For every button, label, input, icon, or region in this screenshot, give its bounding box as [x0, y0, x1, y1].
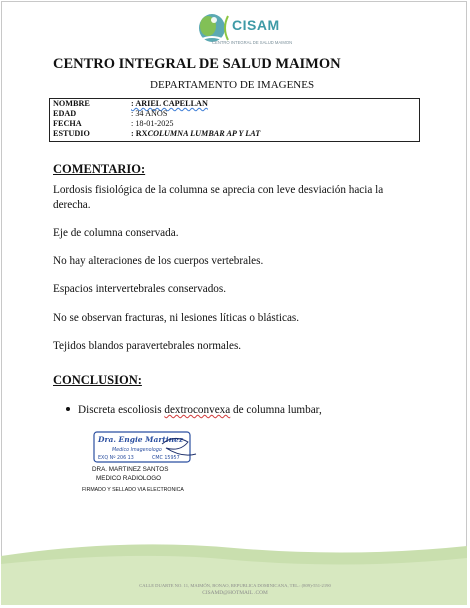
- footer-email: CISAMD@HOTMAIL .COM: [202, 590, 268, 596]
- comentario-line: Eje de columna conservada.: [53, 227, 179, 239]
- conclusion-text-prefix: Discreta escoliosis: [78, 404, 165, 416]
- department-title: DEPARTAMENTO DE IMAGENES: [150, 79, 315, 91]
- info-row-fecha: [53, 119, 174, 129]
- stamp-name: Dra. Engie Martinez: [98, 435, 184, 444]
- stamp-cmd: CMC 15957: [152, 456, 180, 461]
- page-border: [1, 1, 467, 605]
- info-row-nombre: [53, 99, 208, 109]
- estudio-label: ESTUDIO: [53, 129, 90, 138]
- comentario-line: No hay alteraciones de los cuerpos vertebrales.: [53, 255, 264, 267]
- footer-address: CALLE DUARTE NO. 11, MAIMÓN, BONAO, REPUBLICA DOMINICANA, TEL.: (809)-551-2190: [139, 583, 331, 588]
- logo-brand: CISAM: [232, 17, 280, 33]
- info-row-edad: [53, 109, 167, 119]
- comentario-line: Lordosis fisiológica de la columna se aprecia con leve desviación hacia la derecha.: [53, 184, 384, 211]
- comentario-line: Espacios intervertebrales conservados.: [53, 283, 227, 295]
- info-row-estudio: [53, 129, 260, 139]
- comentario-heading: COMENTARIO:: [53, 162, 146, 176]
- patient-info-box: [49, 98, 420, 142]
- signature-stamp: [92, 428, 200, 466]
- conclusion-list-item: [66, 404, 322, 416]
- org-title: CENTRO INTEGRAL DE SALUD MAIMON: [53, 56, 341, 72]
- comentario-line: Tejidos blandos paravertebrales normales.: [53, 340, 242, 352]
- conclusion-text-suffix: de columna lumbar,: [230, 404, 322, 416]
- signer-name: DRA. MARTINEZ SANTOS: [92, 466, 169, 473]
- bullet-icon: [66, 407, 70, 411]
- estudio-prefix: : RX: [131, 129, 148, 138]
- fecha-label: FECHA: [53, 119, 82, 128]
- conclusion-heading: CONCLUSION:: [53, 373, 142, 387]
- fecha-value: : 18-01-2025: [131, 119, 174, 128]
- logo-tagline: CENTRO INTEGRAL DE SALUD MAIMON: [212, 40, 293, 45]
- nombre-label: NOMBRE: [53, 99, 90, 108]
- stamp-role: Medico Imagenologo: [112, 448, 162, 453]
- comentario-line: No se observan fracturas, ni lesiones líticas o blásticas.: [53, 312, 300, 324]
- edad-label: EDAD: [53, 109, 77, 118]
- conclusion-text-flagged: dextroconvexa: [164, 404, 231, 416]
- edad-value: : 34 AÑOS: [131, 109, 168, 118]
- estudio-value: COLUMNA LUMBAR AP Y LAT: [147, 129, 261, 138]
- signature-note: FIRMADO Y SELLADO VIA ELECTRONICA: [82, 487, 184, 493]
- signer-role: MEDICO RADIOLOGO: [96, 475, 162, 482]
- nombre-value: : ARIEL CAPELLAN: [131, 99, 208, 108]
- stamp-exq: EXQ Nº 206 13: [98, 456, 134, 461]
